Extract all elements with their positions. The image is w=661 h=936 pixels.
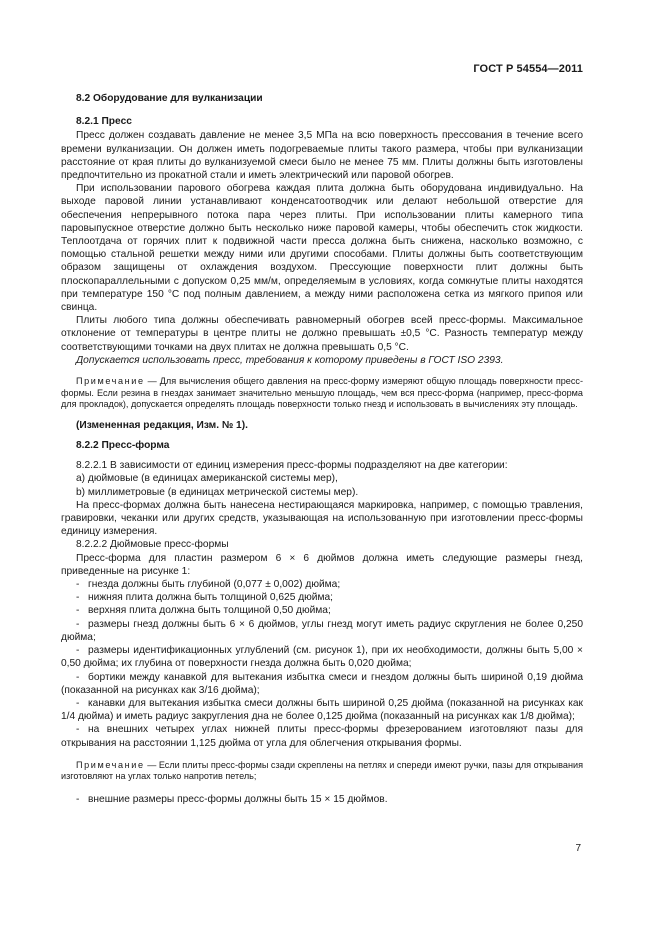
list-item: - нижняя плита должна быть толщиной 0,625 дюйма; bbox=[76, 592, 333, 604]
list-item: a) дюймовые (в единицах американской системы мер), bbox=[76, 473, 338, 485]
paragraph-italic: Допускается использовать пресс, требования к которому приведены в ГОСТ ISO 2393. bbox=[76, 354, 504, 366]
document-standard-number: ГОСТ Р 54554—2011 bbox=[473, 63, 583, 75]
note bbox=[61, 376, 583, 411]
list-item: - размеры гнезд должны быть 6 × 6 дюймов, углы гнезд могут иметь радиус скругления не более 0,250 дюйма; bbox=[61, 618, 583, 643]
list-item: - гнезда должны быть глубиной (0,077 ± 0,002) дюйма; bbox=[76, 579, 341, 591]
section-8-2-1-title: 8.2.1 Пресс bbox=[76, 116, 132, 128]
page-content bbox=[61, 92, 583, 806]
paragraph: При использовании парового обогрева каждая плита должна быть оборудована индивидуально. На выходе паровой линии устанавливают конденсатоотводчик или делают небольшой отверстие для обеспечения непрерывного потока пара через плиты. При использовании плиты камерного типа паровыпускное отверстие должно быть несколько ниже паровой камеры, чтобы обеспечить сток жидкости. Теплоотдача от горячих плит к подвижной части пресса должна быть снижена, насколько возможно, с помощью стальной решетки между ними или другими способами. Плиты должны быть соответствующим образом защищены от охлаждения воздухом. Прессующие поверхности плит должны быть плоскопараллельными с допуском 0,25 мм/м, определяемым в условиях, когда сомкнутые плиты находятся при температуре 150 °С под полным давлением, а между ними расположена сетка из мягкого припоя или свинца. bbox=[61, 183, 583, 314]
paragraph: 8.2.2.1 В зависимости от единиц измерения пресс-формы подразделяют на две категории: bbox=[76, 460, 508, 472]
note-text: — Если плиты пресс-формы сзади скреплены на петлях и спереди имеют ручки, пазы для открывания изготовляют на углах только напротив петель; bbox=[61, 759, 583, 782]
list-item: - внешние размеры пресс-формы должны быть 15 × 15 дюймов. bbox=[76, 793, 388, 805]
paragraph: Пресс должен создавать давление не менее 3,5 МПа на всю поверхность прессования в течение всего времени вулканизации. Он должен иметь подогреваемые плиты такого размера, чтобы при вулканизации расстояние от края плиты до вулканизуемой смеси было не менее 75 мм. Плиты должны быть изготовлены предпочтительно из прокатной стали и иметь электрический или паровой обогрев. bbox=[61, 130, 583, 182]
list-item: b) миллиметровые (в единицах метрической системы мер). bbox=[76, 486, 359, 498]
paragraph: На пресс-формах должна быть нанесена нестирающаяся маркировка, например, с помощью травления, гравировки, чеканки или других средств, указывающая на использованную при изготовлении пресс-формы единицу измерения. bbox=[61, 499, 583, 538]
note-text: — Для вычисления общего давления на пресс-форму измеряют общую площадь поверхности пресс-формы. Если резина в гнездах занимает значительно меньшую площадь, чем вся пресс-форма (например, пресс-форма для прокладок), допускается определять площадь поверхности только гнезд и использовать в вычислениях эту площадь. bbox=[61, 376, 583, 410]
amendment-note: (Измененная редакция, Изм. № 1). bbox=[76, 419, 248, 431]
paragraph: Плиты любого типа должны обеспечивать равномерный обогрев всей пресс-формы. Максимальное отклонение от температуры в центре плиты не должно превышать ±0,5 °С. Разность температур между соответствующими точками на двух плитах не должна превышать 0,5 °С. bbox=[61, 315, 583, 353]
list-item: - бортики между канавкой для вытекания избытка смеси и гнездом должны быть шириной 0,19 дюйма (показанной на рисунках как 3/16 дюйма); bbox=[61, 671, 583, 696]
list-item: - на внешних четырех углах нижней плиты пресс-формы фрезерованием изготовляют пазы для открывания на расстоянии 1,125 дюйма от угла для облегчения открывания формы. bbox=[61, 724, 583, 749]
list-item: - верхняя плита должна быть толщиной 0,50 дюйма; bbox=[76, 605, 331, 617]
note-label: Примечание bbox=[76, 759, 145, 770]
list-item: - размеры идентификационных углублений (см. рисунок 1), при их необходимости, должны быть 5,00 × 0,50 дюйма; их глубина от поверхности гнезда должна быть 0,020 дюйма; bbox=[61, 645, 583, 670]
page-number: 7 bbox=[575, 843, 581, 854]
list-item: - канавки для вытекания избытка смеси должны быть шириной 0,25 дюйма (показанной на рисунках как 1/4 дюйма) и иметь радиус закругления дна не более 0,125 дюйма (показанный на рисунках как 1/8 дюйма); bbox=[61, 697, 583, 723]
section-8-2-2-title: 8.2.2 Пресс-форма bbox=[76, 440, 170, 452]
note bbox=[61, 760, 583, 783]
note-label: Примечание bbox=[76, 376, 145, 387]
paragraph: Пресс-форма для пластин размером 6 × 6 дюймов должна иметь следующие размеры гнезд, приведенные на рисунке 1: bbox=[61, 552, 583, 577]
subsection-title: 8.2.2.2 Дюймовые пресс-формы bbox=[76, 539, 229, 551]
section-8-2-title: 8.2 Оборудование для вулканизации bbox=[76, 93, 263, 104]
